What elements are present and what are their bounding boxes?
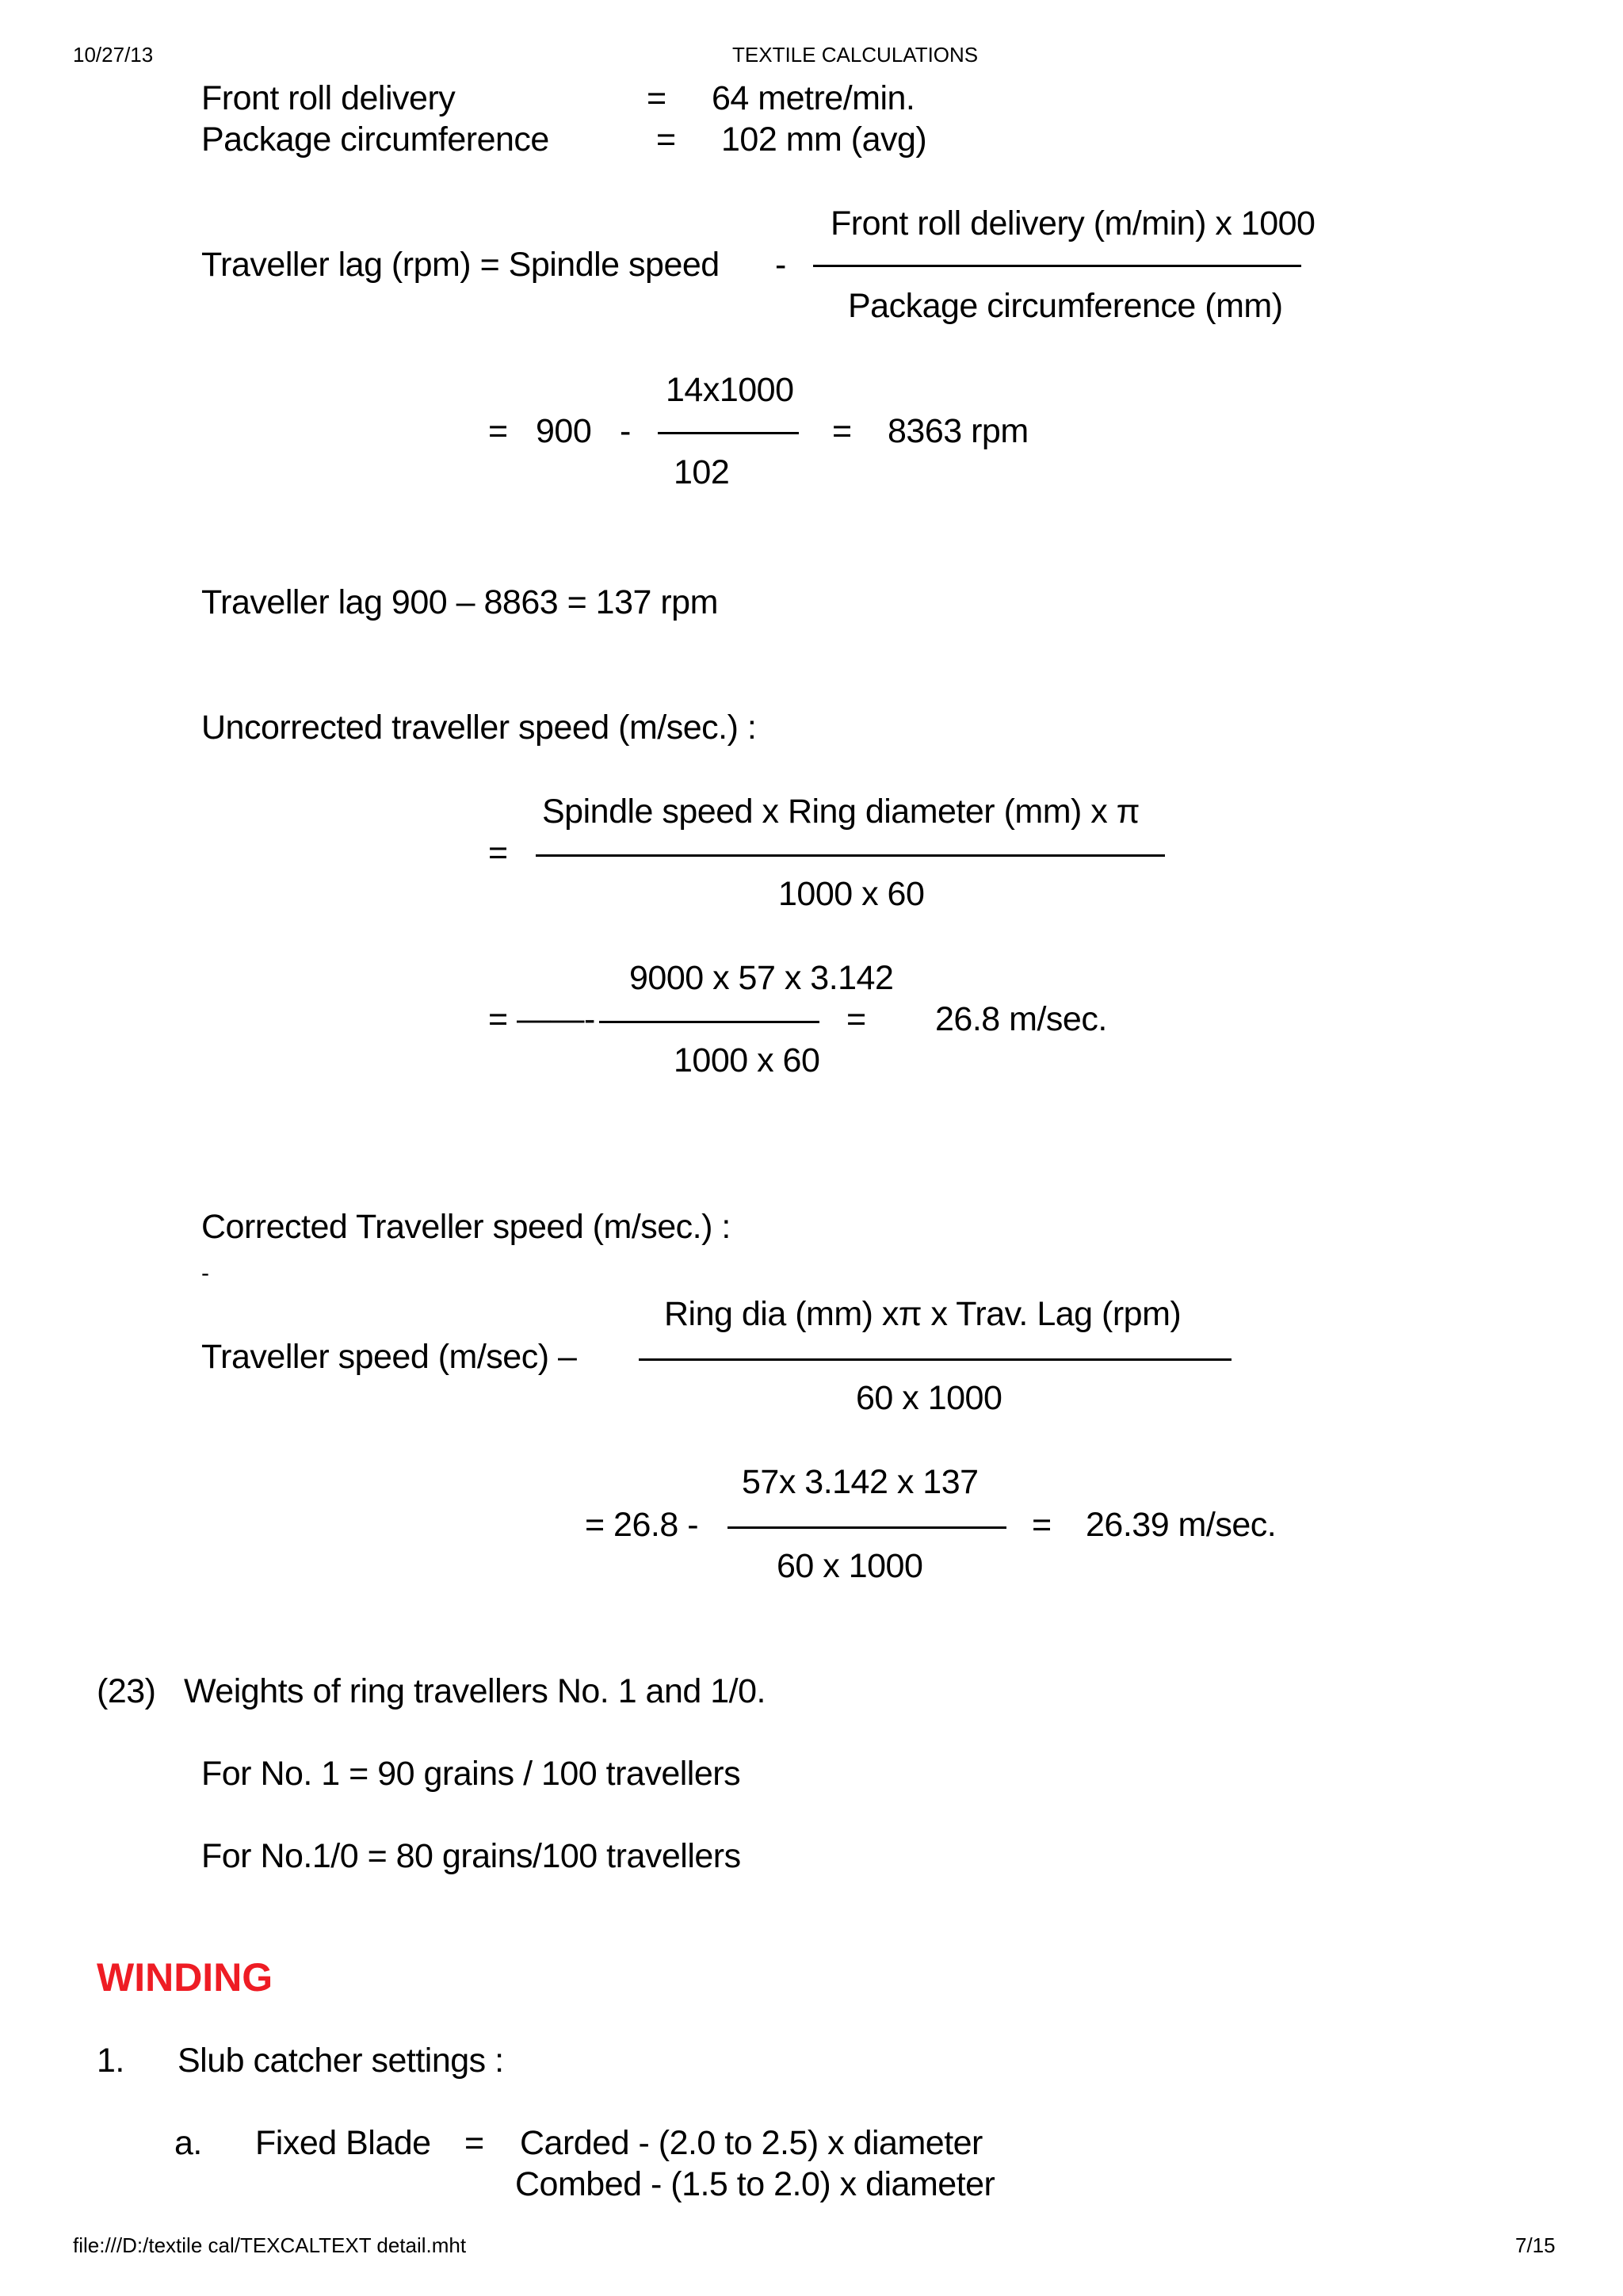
lag-result-line: Traveller lag 900 – 8863 = 137 rpm xyxy=(201,583,718,621)
winding-item-1-text: Slub catcher settings : xyxy=(178,2042,504,2080)
uncorrected-numerator: Spindle speed x Ring diameter (mm) x π xyxy=(542,793,1140,831)
corrected-calc-denominator: 60 x 1000 xyxy=(777,1547,923,1585)
lag-formula-denominator: Package circumference (mm) xyxy=(848,287,1283,325)
item-23-text: Weights of ring travellers No. 1 and 1/0. xyxy=(184,1672,766,1710)
uncorrected-calc-eq: = ——- xyxy=(488,1000,595,1038)
given-eq-front-roll: = xyxy=(647,79,666,117)
lag-calc-fraction-bar xyxy=(658,432,799,434)
item-23-line-no1: For No. 1 = 90 grains / 100 travellers xyxy=(201,1755,741,1793)
uncorrected-denominator: 1000 x 60 xyxy=(778,875,925,913)
winding-item-a-eq: = xyxy=(464,2124,484,2162)
lag-formula-minus: - xyxy=(775,246,786,284)
lag-calc-spindle: 900 xyxy=(536,412,592,450)
corrected-fraction-bar xyxy=(639,1358,1232,1361)
uncorrected-calc-numerator: 9000 x 57 x 3.142 xyxy=(629,959,894,997)
winding-item-a-carded: Carded - (2.0 to 2.5) x diameter xyxy=(520,2124,983,2162)
corrected-heading: Corrected Traveller speed (m/sec.) : xyxy=(201,1208,731,1246)
uncorrected-calc-fraction-bar xyxy=(599,1021,819,1023)
corrected-calc-fraction-bar xyxy=(727,1526,1006,1529)
uncorrected-fraction-bar xyxy=(536,854,1165,857)
corrected-numerator: Ring dia (mm) xπ x Trav. Lag (rpm) xyxy=(664,1295,1182,1333)
corrected-denominator: 60 x 1000 xyxy=(856,1379,1002,1417)
corrected-calc-numerator: 57x 3.142 x 137 xyxy=(742,1463,979,1501)
given-label-front-roll: Front roll delivery xyxy=(201,79,456,117)
print-date: 10/27/13 xyxy=(73,43,154,67)
winding-item-a-label: a. xyxy=(174,2124,202,2162)
footer-file-path: file:///D:/textile cal/TEXCALTEXT detail.mht xyxy=(73,2233,467,2257)
lag-calc-result: 8363 rpm xyxy=(888,412,1029,450)
winding-section-heading: WINDING xyxy=(97,1955,273,2000)
uncorrected-calc-result: 26.8 m/sec. xyxy=(935,1000,1107,1038)
item-23-line-no1-0: For No.1/0 = 80 grains/100 travellers xyxy=(201,1837,741,1875)
lag-calc-denominator: 102 xyxy=(674,453,730,491)
given-value-package: 102 mm (avg) xyxy=(721,120,927,159)
uncorrected-calc-denominator: 1000 x 60 xyxy=(674,1041,820,1079)
item-23-number: (23) xyxy=(97,1672,156,1710)
page-header-title: TEXTILE CALCULATIONS xyxy=(732,43,979,67)
lag-formula-lhs: Traveller lag (rpm) = Spindle speed xyxy=(201,246,720,284)
lag-calc-eq2: = xyxy=(832,412,852,450)
corrected-lhs: Traveller speed (m/sec) – xyxy=(201,1338,577,1376)
given-value-front-roll: 64 metre/min. xyxy=(712,79,915,117)
lag-formula-numerator: Front roll delivery (m/min) x 1000 xyxy=(831,204,1316,243)
corrected-dash: - xyxy=(201,1260,209,1286)
uncorrected-calc-eq2: = xyxy=(846,1000,866,1038)
winding-item-a-name: Fixed Blade xyxy=(255,2124,431,2162)
corrected-calc-eq2: = xyxy=(1032,1506,1052,1544)
uncorrected-heading: Uncorrected traveller speed (m/sec.) : xyxy=(201,709,757,747)
winding-item-a-combed: Combed - (1.5 to 2.0) x diameter xyxy=(515,2165,995,2203)
lag-formula-fraction-bar xyxy=(813,265,1301,267)
corrected-calc-result: 26.39 m/sec. xyxy=(1086,1506,1277,1544)
corrected-calc-lhs: = 26.8 - xyxy=(585,1506,699,1544)
lag-calc-minus: - xyxy=(620,412,631,450)
winding-item-1-number: 1. xyxy=(97,2042,124,2080)
lag-calc-numerator: 14x1000 xyxy=(666,371,794,409)
uncorrected-eq: = xyxy=(488,834,508,872)
given-eq-package: = xyxy=(656,120,676,159)
lag-calc-eq: = xyxy=(488,412,508,450)
given-label-package: Package circumference xyxy=(201,120,549,159)
footer-page-number: 7/15 xyxy=(1515,2233,1556,2257)
